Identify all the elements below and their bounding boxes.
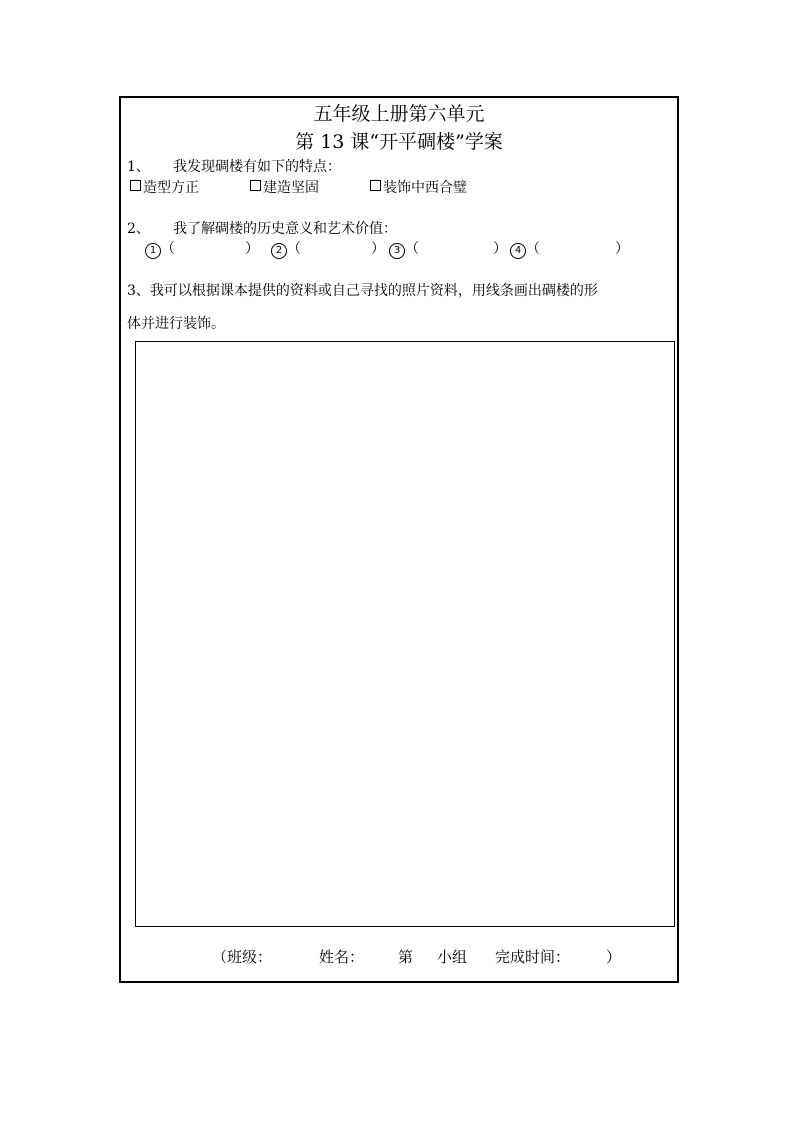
worksheet: [119, 96, 679, 983]
circled-number: 3: [389, 243, 405, 259]
checkbox-icon[interactable]: [370, 180, 381, 191]
question-1-prompt: 我发现碉楼有如下的特点：: [173, 159, 341, 175]
question-2: [127, 220, 397, 238]
answer-blank-4-close: [615, 240, 629, 258]
circled-number: 1: [145, 243, 161, 259]
option-shape[interactable]: [130, 179, 199, 197]
close-paren: ）: [371, 241, 385, 257]
footer-group-suffix: 小组: [437, 948, 468, 966]
option-label: 造型方正: [143, 180, 199, 196]
question-2-prompt: 我了解碉楼的历史意义和艺术价值：: [173, 221, 397, 237]
footer-time: 完成时间：: [495, 948, 571, 966]
open-paren: （: [287, 241, 301, 257]
lesson-title: 第 13 课“开平碉楼”学案: [295, 131, 503, 153]
open-paren: （: [161, 241, 175, 257]
question-2-number: 2、: [127, 221, 150, 237]
unit-title: 五年级上册第六单元: [313, 103, 485, 125]
circled-number: 4: [510, 243, 526, 259]
answer-blank-2[interactable]: [271, 240, 301, 259]
open-paren: （: [405, 241, 419, 257]
answer-blank-3[interactable]: [389, 240, 419, 259]
question-1: [127, 158, 341, 176]
answer-blank-4[interactable]: [510, 240, 540, 259]
question-1-number: 1、: [127, 159, 150, 175]
open-paren: （: [526, 241, 540, 257]
footer-close: ）: [606, 948, 622, 966]
footer-class: （班级：: [212, 948, 273, 966]
option-sturdy[interactable]: [250, 179, 319, 197]
drawing-area[interactable]: [135, 341, 675, 927]
footer-group-prefix: 第: [398, 948, 414, 966]
close-paren: ）: [493, 241, 507, 257]
option-decoration[interactable]: [370, 179, 467, 197]
answer-blank-1[interactable]: [145, 240, 175, 259]
footer-name: 姓名：: [319, 948, 365, 966]
answer-blank-2-close: [371, 240, 385, 258]
answer-blank-3-close: [493, 240, 507, 258]
option-label: 建造坚固: [263, 180, 319, 196]
answer-blank-1-close: [245, 240, 259, 258]
checkbox-icon[interactable]: [130, 180, 141, 191]
close-paren: ）: [615, 241, 629, 257]
question-3-line-1: 3、我可以根据课本提供的资料或自己寻找的照片资料，用线条画出碉楼的形: [127, 283, 598, 299]
circled-number: 2: [271, 243, 287, 259]
close-paren: ）: [245, 241, 259, 257]
checkbox-icon[interactable]: [250, 180, 261, 191]
option-label: 装饰中西合璧: [383, 180, 467, 196]
question-3-line-2: 体并进行装饰。: [127, 316, 225, 332]
